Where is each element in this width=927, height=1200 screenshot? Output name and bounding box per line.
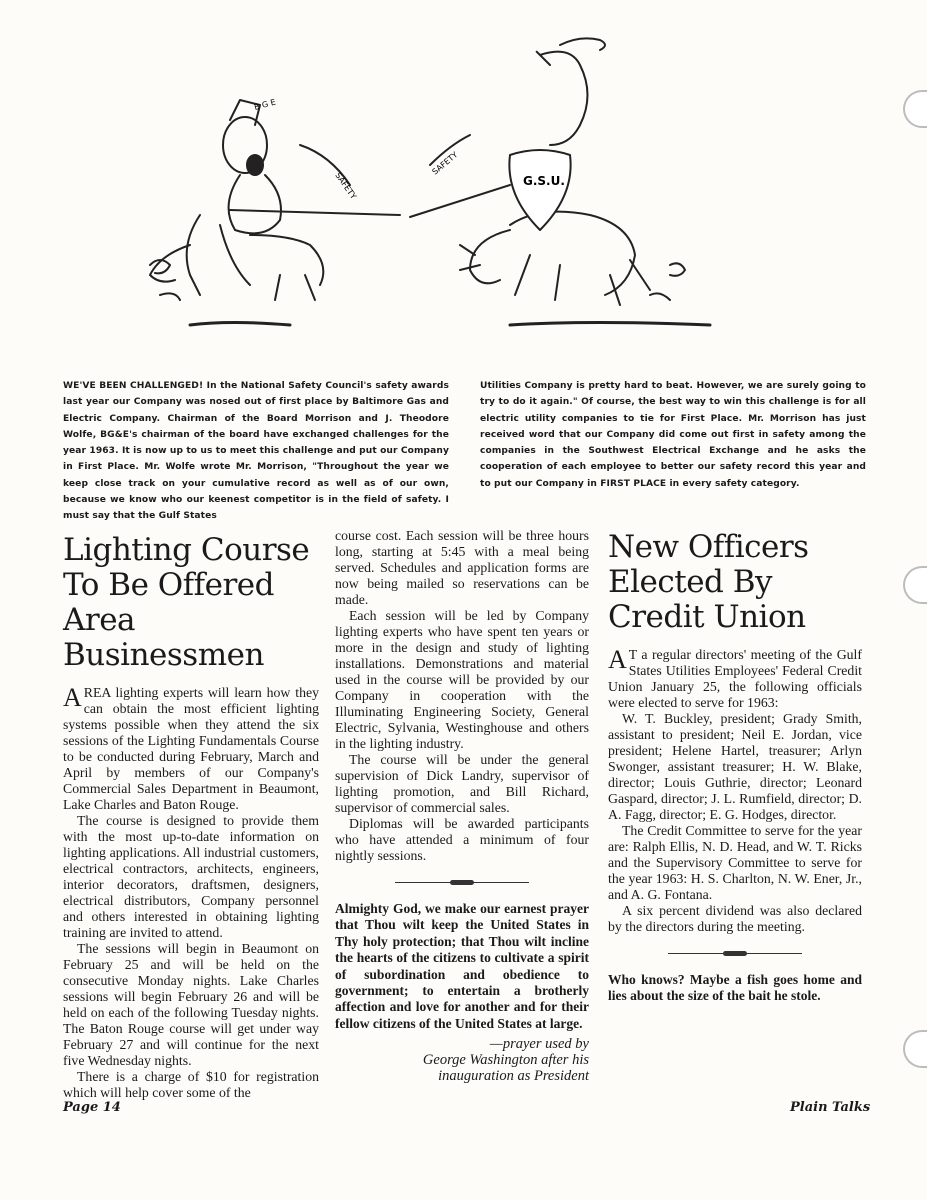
lighting-headline: Lighting Course To Be Offered Area Businessmen <box>63 532 310 673</box>
divider <box>668 953 802 954</box>
publication-name: Plain Talks <box>790 1100 871 1115</box>
prayer-credit: —prayer used by George Washington after his inauguration as President <box>422 1036 589 1085</box>
drop-cap: A <box>608 645 627 674</box>
divider <box>395 882 529 883</box>
caption-right: Utilities Company is pretty hard to beat. However, we are surely going to try to do it again." Of course, the best way to win this challenge is for all electric utility companies to tie for First Place. Mr. Morrison has just received word that our Company did come out first in safety among the companies in the Southwest Electrical Exchange and he asks the cooperation of each employee to better our safety record this year and to put our Company in FIRST PLACE in every safety category. <box>480 381 866 489</box>
credit-union-article: New Officers Elected By Credit Union A T a regular directors' meeting of the Gulf States Utilities Employees' Federal Credit Union January 25, the following officials were elected to serve for 1963: W. T. Buckley, president; Grady Smith, assistant to president; Neil E. Jordan, vice president; Helene Hartel, treasurer; Arlyn Swonger, assistant treasurer; H. W. Blake, director; Louis Guthrie, director; Leonard Gaspard, director; J. L. Rumfield, director; D. A. Fagg, director; E. G. Hodges, director. The Credit Committee to serve for the year are: Ralph Ellis, N. D. Head, and W. T. Ricks and the Supervisory Committee to serve for the year 1963: H. S. Charlton, N. W. Ener, Jr., and A. G. Fontana. A six percent dividend was also declared by the directors during the meeting. Who knows? Maybe a fish goes home and lies about the size of the bait he stole. <box>608 529 862 1004</box>
lighting-article-col2: course cost. Each session will be three hours long, starting at 5:45 with a meal being served. Schedules and application forms are now being mailed so reservations can be made. Each session will be led by Company lighting experts who have spent ten years or more in the design and study of lighting installations. Demonstrations and material used in the course will be provided by our Company in cooperation with the Illuminating Engineering Society, General Electric, Sylvania, Westinghouse and others in the lighting industry. The course will be under the general supervision of Dick Landry, supervisor of lighting promotion, and Bill Richard, supervisor of commercial sales. Diplomas will be awarded participants who have attended a minimum of four nightly sessions. Almighty God, we make our earnest prayer that Thou wilt keep the United States in Thy holy protection; that Thou wilt incline the hearts of the citizens to cultivate a spirit of subordination and obedience to government; to entertain a brotherly affection and love for another and for their fellow citizens of the United States at large. —prayer used by George Washington after his inauguration as President <box>335 528 589 1085</box>
helmet-label: B G E <box>253 97 277 112</box>
page-number: Page 14 <box>63 1100 121 1115</box>
drop-cap: A <box>63 683 82 712</box>
right-flag-label: SAFETY <box>430 150 460 177</box>
credit-union-headline: New Officers Elected By Credit Union <box>608 529 809 635</box>
shield-label: G.S.U. <box>523 174 565 188</box>
caption-left: WE'VE BEEN CHALLENGED! In the National Safety Council's safety awards last year our Company was nosed out of first place by Baltimore Gas and Electric Company. Chairman of the Board Morrison and J. Theodore Wolfe, BG&E's chairman of the board have exchanged challenges for the year 1963. It is now up to us to meet this challenge and put our Company in First Place. Mr. Wolfe wrote Mr. Morrison, "Throughout the year we keep close track on your cumulative record as well as of our own, because we know who our keenest competitor is in the field of safety. I must say that the Gulf States <box>63 381 449 522</box>
fish-filler: Who knows? Maybe a fish goes home and lies about the size of the bait he stole. <box>608 972 862 1004</box>
prayer-text: Almighty God, we make our earnest prayer that Thou wilt keep the United States in Thy holy protection; that Thou wilt incline the hearts of the citizens to cultivate a spirit of subordination and obedience to government; to entertain a brotherly affection and love for another and for their fellow citizens of the United States at large. <box>335 901 589 1031</box>
left-flag-label: SAFETY <box>333 170 359 201</box>
lighting-article-col1: Lighting Course To Be Offered Area Businessmen AREA lighting experts will learn how they can obtain the most efficient lighting systems possible when they attend the six sessions of the Lighting Fundamentals Course to be conducted during February, March and April by members of our Company's Commercial Sales Department in Beaumont, Lake Charles and Baton Rouge. The course is designed to provide them with the most up-to-date information on lighting applications. All industrial customers, electrical contractors, architects, engineers, interior decorators, draftsmen, designers, electrical distributors, Company personnel and others interested in obtaining lighting training are invited to attend. The sessions will begin in Beaumont on February 25 and will be held on the consecutive Monday nights. Lake Charles sessions will begin February 26 and will be held on each of the following Tuesday nights. The Baton Rouge course will get under way February 27 and will continue for the next five Wednesday nights. There is a charge of $10 for registration which will help cover some of the <box>63 532 319 1100</box>
jousting-cartoon <box>130 25 770 345</box>
